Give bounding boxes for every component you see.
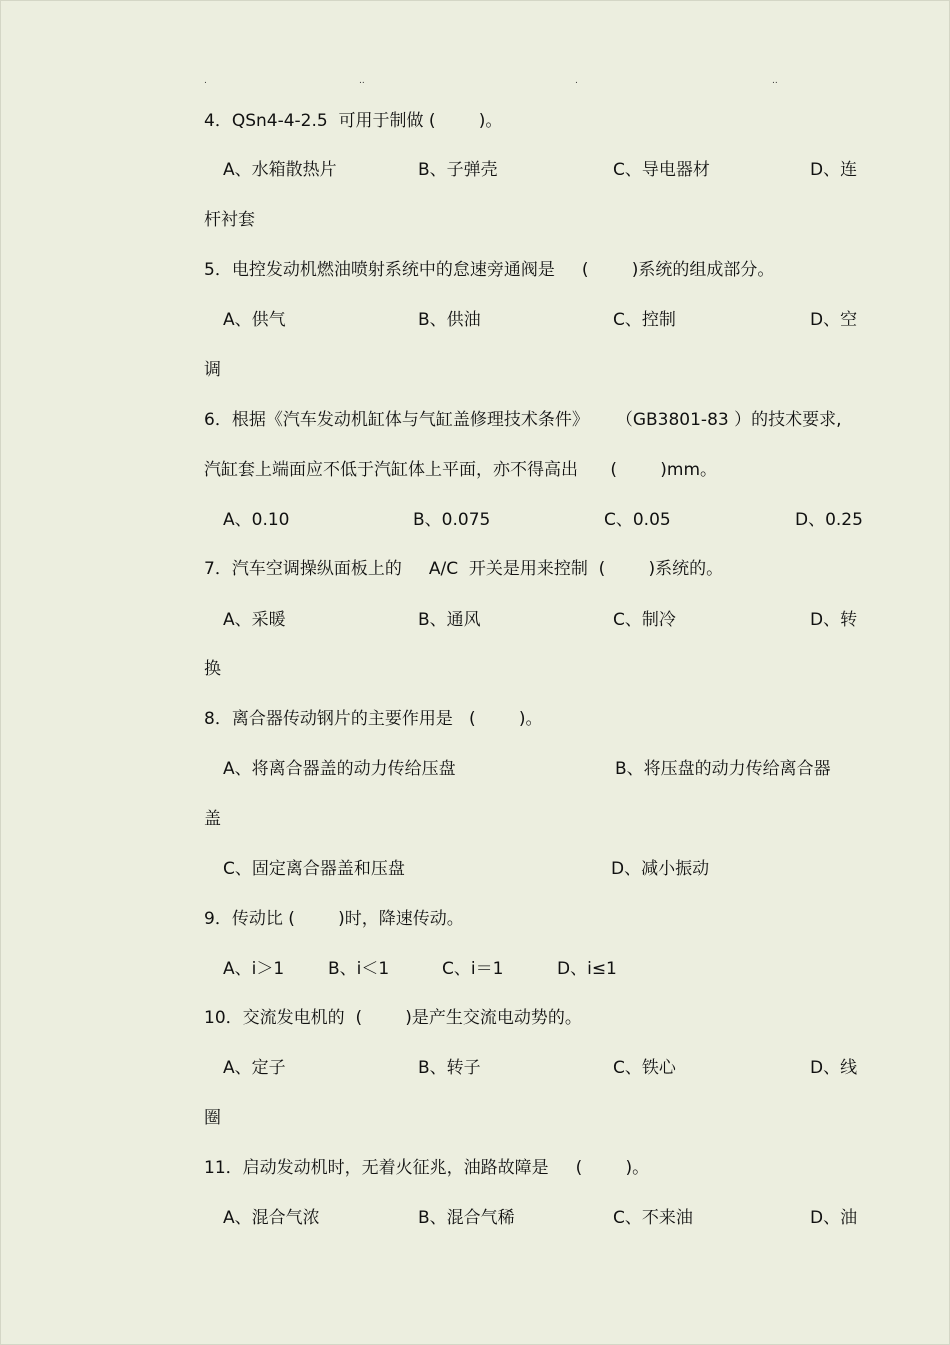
question-4-stem: 4．QSn4-4-2.5 可用于制做 ( )。 bbox=[204, 111, 503, 131]
question-9-option-b: B、i＜1 bbox=[328, 959, 390, 979]
question-9-option-a: A、i＞1 bbox=[223, 959, 285, 979]
question-8-option-b-continued: 盖 bbox=[204, 809, 221, 829]
question-6-stem: 6．根据《汽车发动机缸体与气缸盖修理技术条件》 （GB3801-83 ）的技术要求, bbox=[204, 410, 842, 430]
header-dot: . bbox=[204, 76, 207, 86]
question-10-option-b: B、转子 bbox=[418, 1058, 481, 1078]
question-10-stem: 10．交流发电机的 ( )是产生交流电动势的。 bbox=[204, 1008, 582, 1028]
question-7-option-d: D、转 bbox=[810, 610, 858, 630]
question-8-option-d: D、减小振动 bbox=[611, 859, 710, 879]
question-11-option-d: D、油 bbox=[810, 1208, 858, 1228]
header-dot: .. bbox=[772, 76, 778, 86]
question-9-option-d: D、i≤1 bbox=[557, 959, 617, 979]
header-dot: .. bbox=[359, 76, 365, 86]
question-9-stem: 9．传动比 ( )时，降速传动。 bbox=[204, 909, 464, 929]
question-6-option-c: C、0.05 bbox=[604, 510, 671, 530]
question-11-stem: 11．启动发动机时，无着火征兆，油路故障是 ( )。 bbox=[204, 1158, 650, 1178]
question-7-stem: 7．汽车空调操纵面板上的 A/C 开关是用来控制 ( )系统的。 bbox=[204, 559, 724, 579]
question-10-option-a: A、定子 bbox=[223, 1058, 286, 1078]
question-8-stem: 8．离合器传动钢片的主要作用是 ( )。 bbox=[204, 709, 543, 729]
question-6-option-b: B、0.075 bbox=[413, 510, 491, 530]
question-11-option-c: C、不来油 bbox=[613, 1208, 693, 1228]
question-4-option-a: A、水箱散热片 bbox=[223, 160, 337, 180]
question-10-option-d-continued: 圈 bbox=[204, 1108, 221, 1128]
question-8-option-a: A、将离合器盖的动力传给压盘 bbox=[223, 759, 456, 779]
question-11-option-a: A、混合气浓 bbox=[223, 1208, 320, 1228]
question-10-option-d: D、线 bbox=[810, 1058, 858, 1078]
question-4-option-b: B、子弹壳 bbox=[418, 160, 498, 180]
question-9-option-c: C、i＝1 bbox=[442, 959, 504, 979]
question-8-option-c: C、固定离合器盖和压盘 bbox=[223, 859, 405, 879]
question-8-option-b: B、将压盘的动力传给离合器 bbox=[615, 759, 831, 779]
question-5-stem: 5．电控发动机燃油喷射系统中的怠速旁通阀是 ( )系统的组成部分。 bbox=[204, 260, 775, 280]
question-5-option-c: C、控制 bbox=[613, 310, 676, 330]
question-5-option-b: B、供油 bbox=[418, 310, 481, 330]
question-5-option-d: D、空 bbox=[810, 310, 858, 330]
question-7-option-a: A、采暖 bbox=[223, 610, 286, 630]
question-7-option-d-continued: 换 bbox=[204, 659, 221, 679]
question-7-option-c: C、制冷 bbox=[613, 610, 676, 630]
question-10-option-c: C、铁心 bbox=[613, 1058, 676, 1078]
header-dot: . bbox=[575, 76, 578, 86]
question-4-option-d-continued: 杆衬套 bbox=[204, 210, 255, 230]
question-4-option-c: C、导电器材 bbox=[613, 160, 710, 180]
question-5-option-a: A、供气 bbox=[223, 310, 286, 330]
question-6-option-a: A、0.10 bbox=[223, 510, 290, 530]
question-6-option-d: D、0.25 bbox=[795, 510, 863, 530]
question-4-option-d: D、连 bbox=[810, 160, 858, 180]
question-11-option-b: B、混合气稀 bbox=[418, 1208, 515, 1228]
question-6-stem-continued: 汽缸套上端面应不低于汽缸体上平面，亦不得高出 ( )mm。 bbox=[204, 460, 718, 480]
question-7-option-b: B、通风 bbox=[418, 610, 481, 630]
question-5-option-d-continued: 调 bbox=[204, 360, 221, 380]
